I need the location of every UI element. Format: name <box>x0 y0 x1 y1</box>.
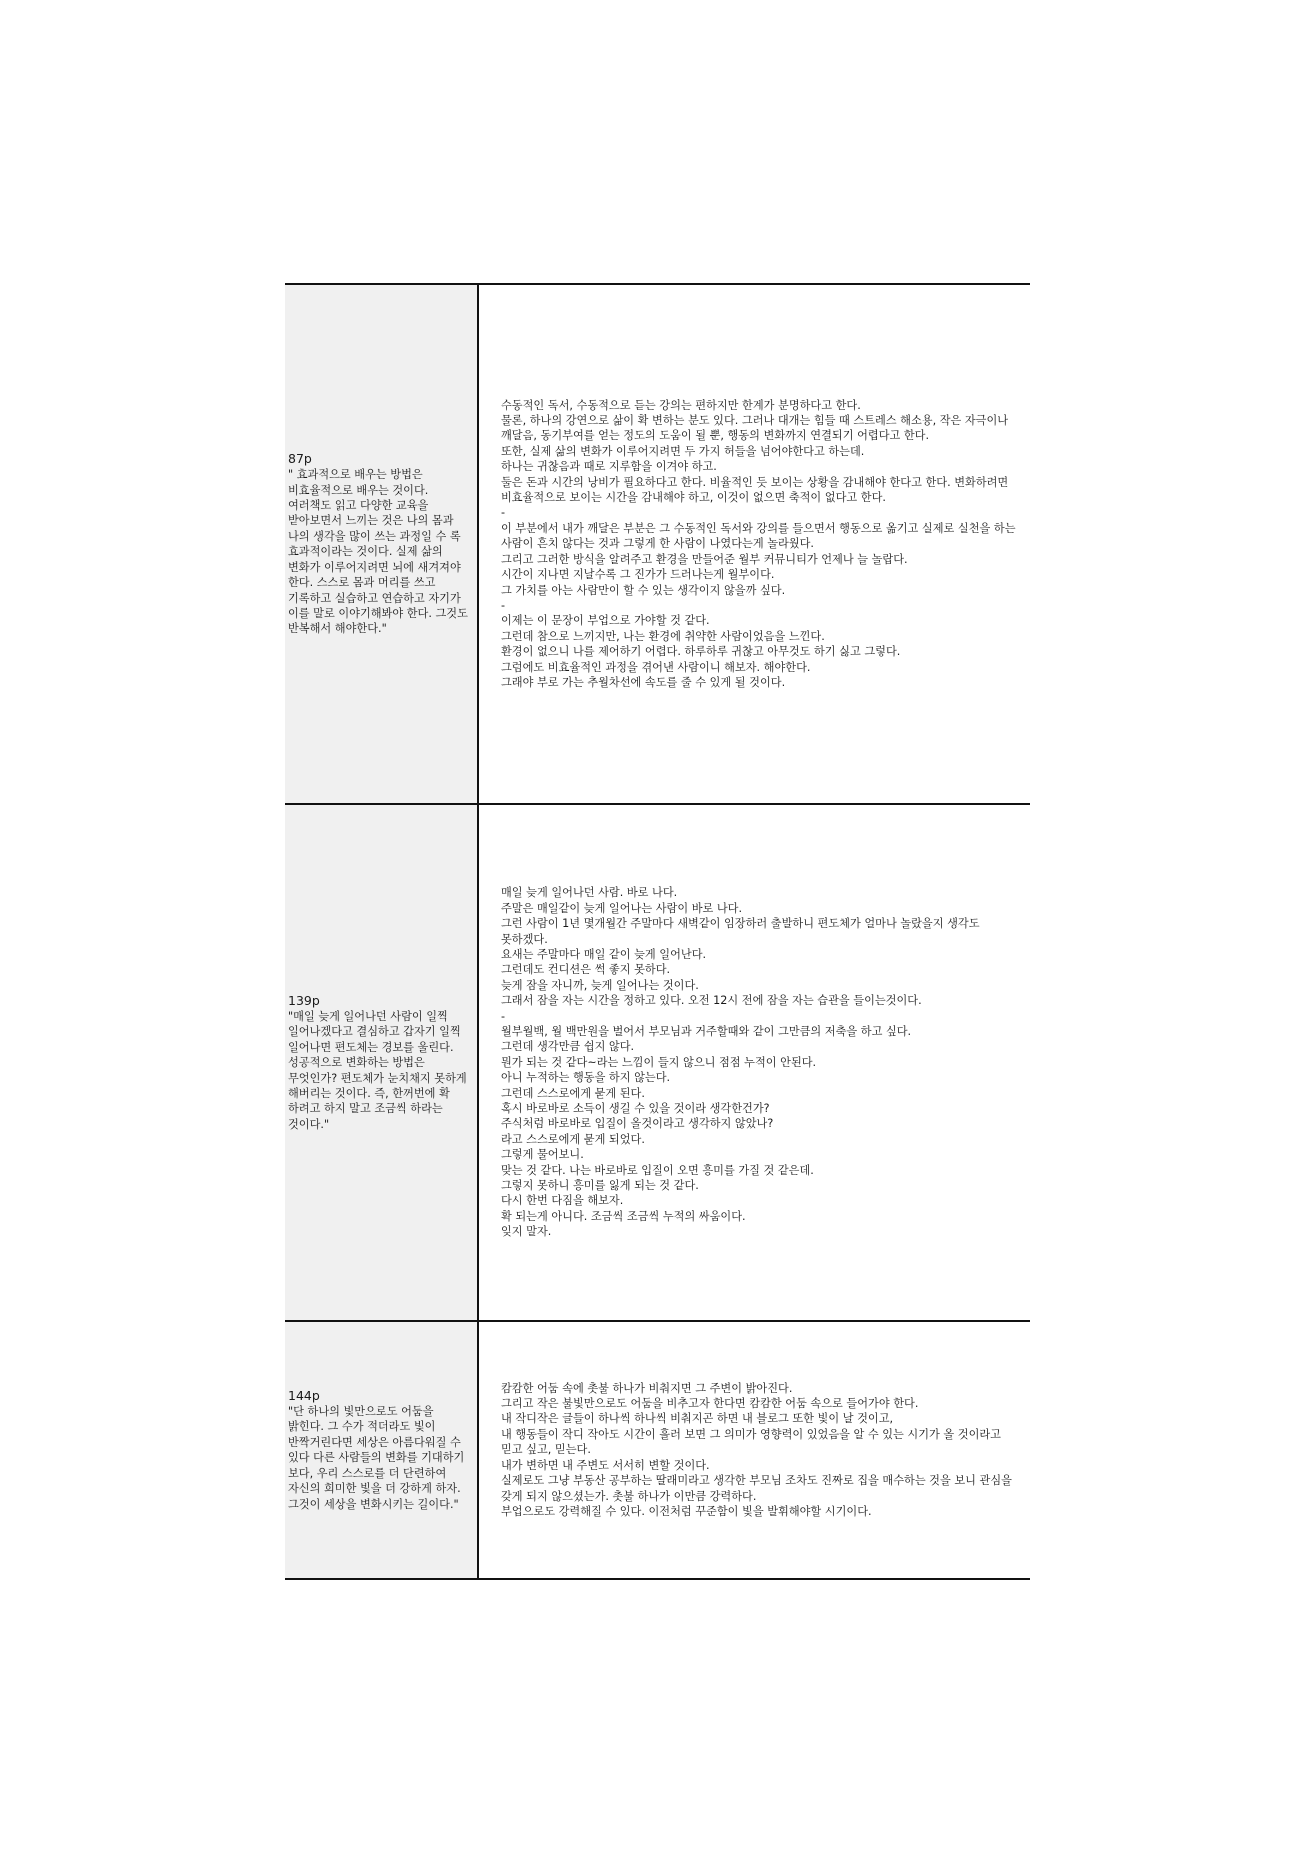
note-line: 이 부분에서 내가 깨달은 부분은 그 수동적인 독서와 강의를 들으면서 행동으로 옮기고 실제로 실천을 하는 사람이 흔치 않다는 것과 그렇게 한 사람이 나였다는게 놀라웠다. <box>501 521 1016 551</box>
note-line: 혹시 바로바로 소득이 생길 수 있을 것이라 생각한건가? <box>501 1102 770 1116</box>
note-line: 환경이 없으니 나를 제어하기 어렵다. 하루하루 귀찮고 아무것도 하기 싫고 그렇다. <box>501 645 901 659</box>
page-reference: 87p <box>288 451 312 467</box>
book-quote: " 효과적으로 배우는 방법은 비효율적으로 배우는 것이다. 여러책도 읽고 다양한 교육을 받아보면서 느끼는 것은 나의 몸과 나의 생각을 많이 쓰는 과정일 수 록 효과적이라는 것이다. 실제 삶의 변화가 이루어지려면 뇌에 새겨져야 한다. 스스로 몸과 머리를 쓰고 기록하고 실습하고 연습하고 자기가 이를 말로 이야기해봐야 한다. 그것도 반복해서 해야한다." <box>288 468 472 636</box>
note-line: 요새는 주말마다 매일 같이 늦게 일어난다. <box>501 947 707 961</box>
note-line: 뭔가 되는 것 같다~라는 느낌이 들지 않으니 점점 누적이 안된다. <box>501 1055 817 1069</box>
note-line: 부업으로도 강력해질 수 있다. 이전처럼 꾸준함이 빛을 발휘해야할 시기이다. <box>501 1504 872 1518</box>
note-lines <box>501 1381 1022 1520</box>
note-line: 또한, 실제 삶의 변화가 이루어지려면 두 가지 허들을 넘어야한다고 하는데. <box>501 444 865 458</box>
note-line: 내가 변하면 내 주변도 서서히 변할 것이다. <box>501 1458 710 1472</box>
note-line: 그런데 참으로 느끼지만, 나는 환경에 취약한 사람이었음을 느낀다. <box>501 629 825 643</box>
note-divider: - <box>501 506 506 520</box>
reading-notes-table <box>285 283 1030 1580</box>
note-cell <box>479 1322 1030 1578</box>
note-line: 늦게 잠을 자니까, 늦게 일어나는 것이다. <box>501 978 699 992</box>
note-divider: - <box>501 598 506 612</box>
book-quote: "매일 늦게 일어나던 사람이 일찍 일어나겠다고 결심하고 갑자기 일찍 일어나면 편도체는 경보를 울린다. 성공적으로 변화하는 방법은 무엇인가? 편도체가 눈치채지 못하게 해버리는 것이다. 즉, 한꺼번에 확 하려고 하지 말고 조금씩 하라는 것이다." <box>288 1009 471 1131</box>
note-line: 캄캄한 어둠 속에 촛불 하나가 비춰지면 그 주변이 밝아진다. <box>501 1381 793 1395</box>
note-line: 그래야 부로 가는 추월차선에 속도를 줄 수 있게 될 것이다. <box>501 675 786 689</box>
note-cell <box>479 285 1030 803</box>
table-row <box>285 803 1030 1320</box>
note-line: 수동적인 독서, 수동적으로 듣는 강의는 편하지만 한계가 분명하다고 한다. <box>501 398 861 412</box>
note-cell <box>479 805 1030 1320</box>
book-quote: "단 하나의 빛만으로도 어둠을 밝힌다. 그 수가 적더라도 빛이 반짝거린다면 세상은 아름다워질 수 있다 다른 사람들의 변화를 기대하기 보다, 우리 스스로를 더 단련하여 자신의 희미한 빛을 더 강하게 하자. 그것이 세상을 변화시키는 길이다." <box>288 1405 468 1511</box>
note-line: 내 행동들이 작디 작아도 시간이 흘러 보면 그 의미가 영향력이 있었음을 알 수 있는 시기가 올 것이라고 믿고 싶고, 믿는다. <box>501 1427 1001 1457</box>
note-line: 내 작디작은 글들이 하나씩 하나씩 비춰지곤 하면 내 블로그 또한 빛이 날 것이고, <box>501 1412 894 1426</box>
page-reference: 139p <box>288 992 320 1008</box>
note-line: 그 가치를 아는 사람만이 할 수 있는 생각이지 않을까 싶다. <box>501 583 786 597</box>
note-line: 확 되는게 아니다. 조금씩 조금씩 누적의 싸움이다. <box>501 1209 746 1223</box>
note-line: 아니 누적하는 행동을 하지 않는다. <box>501 1071 671 1085</box>
note-line: 둘은 돈과 시간의 낭비가 필요하다고 한다. 비율적인 듯 보이는 상황을 감내해야 한다고 한다. 변화하려면 비효율적으로 보이는 시간을 감내해야 하고, 이것이 없으면 축적이 없다고 한다. <box>501 475 1009 505</box>
note-line: 그런데도 컨디션은 썩 좋지 못하다. <box>501 963 671 977</box>
note-line: 잊지 말자. <box>501 1225 552 1239</box>
note-line: 주말은 매일같이 늦게 일어나는 사람이 바로 나다. <box>501 901 743 915</box>
table-row <box>285 285 1030 803</box>
note-line: 이제는 이 문장이 부업으로 가야할 것 같다. <box>501 614 710 628</box>
quote-cell <box>285 285 479 803</box>
note-line: 물론, 하나의 강연으로 삶이 확 변하는 분도 있다. 그러나 대개는 힘들 때 스트레스 해소용, 작은 자극이나 깨달음, 동기부여를 얻는 정도의 도움이 될 뿐, 행동의 변화까지 연결되기 어렵다고 한다. <box>501 414 1009 443</box>
note-line: 하나는 귀찮음과 때로 지루함을 이겨야 하고. <box>501 460 717 474</box>
note-divider: - <box>501 1009 506 1023</box>
table-row <box>285 1320 1030 1578</box>
note-line: 다시 한번 다짐을 해보자. <box>501 1194 624 1208</box>
note-line: 그래서 잠을 자는 시간을 정하고 있다. 오전 12시 전에 잠을 자는 습관을 들이는것이다. <box>501 994 922 1008</box>
page-reference: 144p <box>288 1388 320 1404</box>
note-line: 라고 스스로에게 묻게 되었다. <box>501 1132 645 1146</box>
quote-cell <box>285 1322 479 1578</box>
note-line: 실제로도 그냥 부동산 공부하는 딸래미라고 생각한 부모님 조차도 진짜로 집을 매수하는 것을 보니 관심을 갖게 되지 않으셨는가. 촛불 하나가 이만큼 강력하다. <box>501 1474 1012 1503</box>
note-line: 그리고 작은 불빛만으로도 어둠을 비추고자 한다면 캄캄한 어둠 속으로 들어가야 한다. <box>501 1397 919 1411</box>
note-line: 월부월백, 월 백만원을 벌어서 부모님과 거주할때와 같이 그만큼의 저축을 하고 싶다. <box>501 1024 912 1038</box>
note-line: 그런 사람이 1년 몇개월간 주말마다 새벽같이 임장하러 출발하니 편도체가 얼마나 놀랐을지 생각도 못하겠다. <box>501 917 980 946</box>
note-line: 그렇지 못하니 흥미를 잃게 되는 것 같다. <box>501 1179 699 1193</box>
quote-cell <box>285 805 479 1320</box>
note-line: 그럼에도 비효율적인 과정을 겪어낸 사람이니 해보자. 해야한다. <box>501 660 811 674</box>
note-line: 그런데 생각만큼 쉽지 않다. <box>501 1040 635 1054</box>
note-line: 주식처럼 바로바로 입질이 올것이라고 생각하지 않았나? <box>501 1117 774 1131</box>
note-line: 그리고 그러한 방식을 알려주고 환경을 만들어준 월부 커뮤니티가 언제나 늘 놀랍다. <box>501 552 908 566</box>
note-lines <box>501 398 1022 691</box>
note-lines <box>501 885 1022 1239</box>
note-line: 시간이 지나면 지날수록 그 진가가 드러나는게 월부이다. <box>501 568 775 582</box>
note-line: 매일 늦게 일어나던 사람. 바로 나다. <box>501 886 678 900</box>
note-line: 맞는 것 같다. 나는 바로바로 입질이 오면 흥미를 가질 것 같은데. <box>501 1163 814 1177</box>
note-line: 그런데 스스로에게 묻게 된다. <box>501 1086 645 1100</box>
note-line: 그렇게 물어보니. <box>501 1148 584 1162</box>
